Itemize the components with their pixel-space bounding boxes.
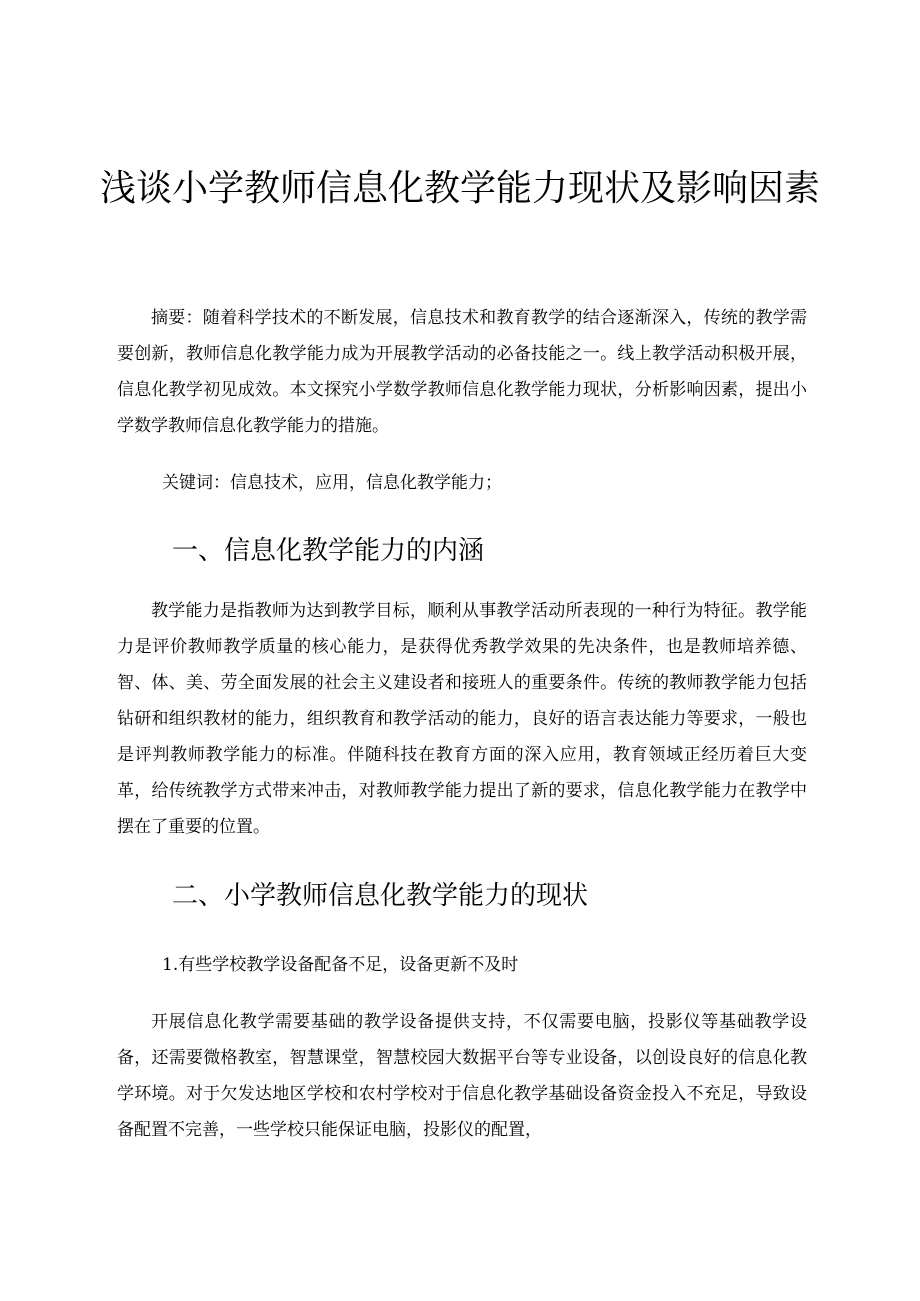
- section-1-paragraph: 教学能力是指教师为达到教学目标，顺利从事教学活动所表现的一种行为特征。教学能力是评价教师教学质量的核心能力，是获得优秀教学效果的先决条件，也是教师培养德、智、体、美、劳全面发展的社会主义建设者和接班人的重要条件。传统的教师教学能力包括钻研和组织教材的能力，组织教育和教学活动的能力，良好的语言表达能力等要求，一般也是评判教师教学能力的标准。伴随科技在教育方面的深入应用，教育领域正经历着巨大变革，给传统教学方式带来冲击，对教师教学能力提出了新的要求，信息化教学能力在教学中摆在了重要的位置。: [117, 601, 807, 837]
- keywords-line: 关键词：信息技术，应用，信息化教学能力；: [162, 473, 502, 493]
- section-1-heading: 一、信息化教学能力的内涵: [172, 536, 485, 566]
- document-title: 浅谈小学教师信息化教学能力现状及影响因素: [99, 168, 820, 209]
- abstract-paragraph: 摘要：随着科学技术的不断发展，信息技术和教育教学的结合逐渐深入，传统的教学需要创新，教师信息化教学能力成为开展教学活动的必备技能之一。线上教学活动积极开展，信息化教学初见成效。本文探究小学数学教师信息化教学能力现状，分析影响因素，提出小学数学教师信息化教学能力的措施。: [117, 308, 807, 436]
- section-2-subheading: 1.有些学校教学设备配备不足，设备更新不及时: [162, 955, 519, 975]
- section-2-heading: 二、小学教师信息化教学能力的现状: [172, 881, 589, 911]
- section-2-paragraph: 开展信息化教学需要基础的教学设备提供支持，不仅需要电脑，投影仪等基础教学设备，还需要微格教室，智慧课堂，智慧校园大数据平台等专业设备，以创设良好的信息化教学环境。对于欠发达地区学校和农村学校对于信息化教学基础设备资金投入不充足，导致设备配置不完善，一些学校只能保证电脑，投影仪的配置，: [117, 1012, 807, 1140]
